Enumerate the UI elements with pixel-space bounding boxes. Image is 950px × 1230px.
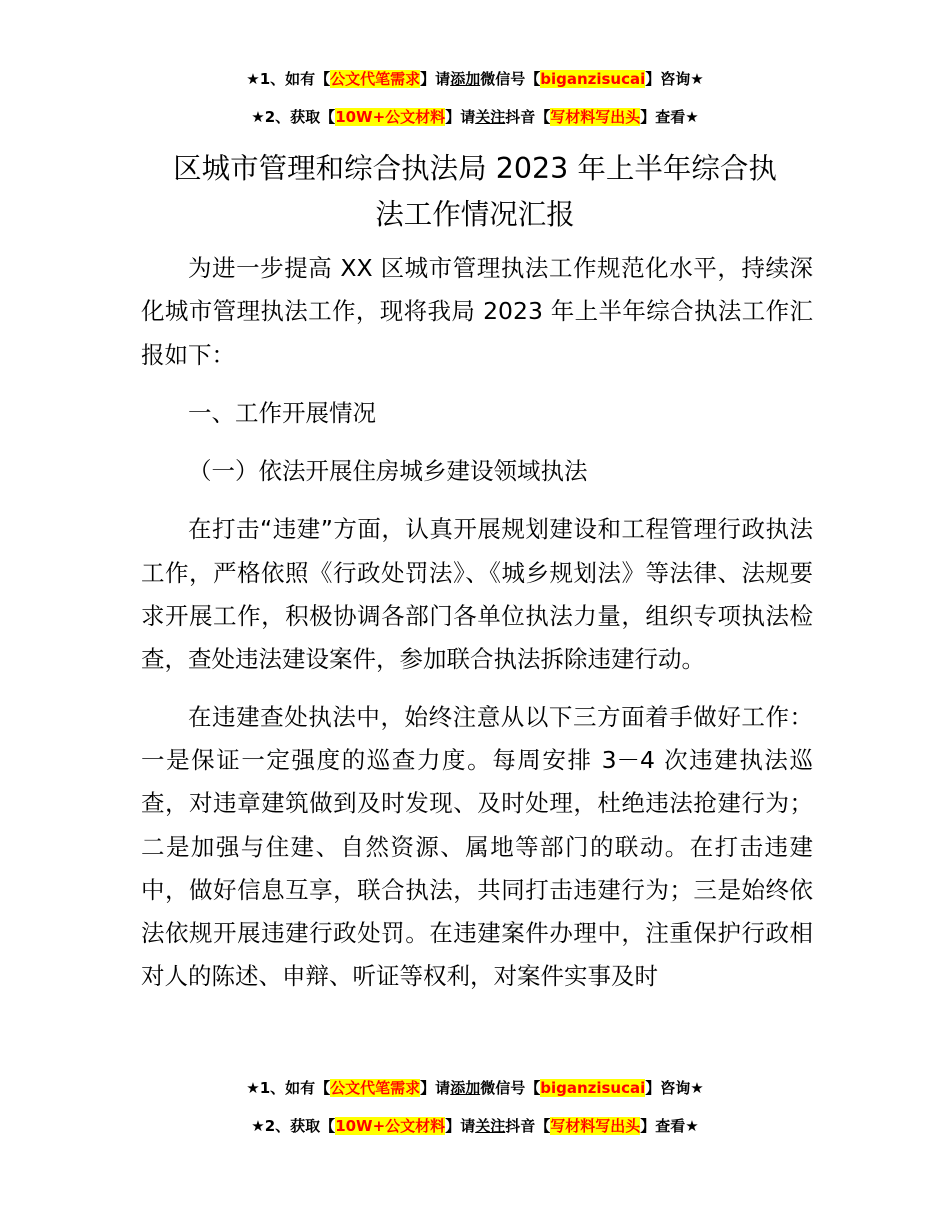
banner-text: 】查看★	[640, 1117, 699, 1135]
banner-text: 】查看★	[640, 108, 699, 126]
banner-emphasis: 添加	[450, 70, 481, 88]
title-line-2: 法工作情况汇报	[375, 198, 575, 231]
banner-highlight: 公文代笔需求	[330, 1079, 421, 1097]
banner-text: 】咨询★	[645, 1079, 704, 1097]
banner-text: ★2、获取【	[251, 1117, 336, 1135]
banner-wechat-id: biganzisucai	[540, 1079, 646, 1097]
banner-text: 微信号【	[480, 70, 541, 88]
section-heading: 一、工作开展情况	[188, 398, 376, 427]
banner-text: 微信号【	[480, 1079, 541, 1097]
banner-emphasis: 关注	[475, 1117, 506, 1135]
intro-paragraph: 为进一步提高 XX 区城市管理执法工作规范化水平，持续深化城市管理执法工作，现将我局 2023 年上半年综合执法工作汇报如下：	[141, 254, 813, 369]
banner-douyin-id: 写材料写出头	[550, 108, 641, 126]
subsection-heading: （一）依法开展住房城乡建设领域执法	[188, 457, 588, 486]
banner-emphasis: 关注	[475, 108, 506, 126]
banner-text: 抖音【	[505, 108, 551, 126]
banner-text: ★1、如有【	[246, 1079, 331, 1097]
banner-text: ★1、如有【	[246, 70, 331, 88]
bottom-banner-line-2	[0, 1115, 950, 1137]
banner-text: 】请	[420, 1079, 451, 1097]
top-banner-line-1	[0, 68, 950, 90]
body-paragraph-2: 在违建查处执法中，始终注意从以下三方面着手做好工作：一是保证一定强度的巡查力度。每周安排 3－4 次违建执法巡查，对违章建筑做到及时发现、及时处理，杜绝违法抢建行为；二是加强与住建、自然资源、属地等部门的联动。在打击违建中，做好信息互享，联合执法，共同打击违建行为；三是始终依法依规开展违建行政处罚。在违建案件办理中，注重保护行政相对人的陈述、申辩、听证等权利，对案件实事及时	[141, 702, 813, 991]
banner-douyin-id: 写材料写出头	[550, 1117, 641, 1135]
banner-text: 】请	[445, 108, 476, 126]
body-paragraph-1: 在打击“违建”方面，认真开展规划建设和工程管理行政执法工作，严格依照《行政处罚法》、《城乡规划法》等法律、法规要求开展工作，积极协调各部门各单位执法力量，组织专项执法检查，查处违法建设案件，参加联合执法拆除违建行动。	[141, 515, 813, 674]
banner-highlight: 10W+公文材料	[335, 1117, 446, 1135]
banner-text: 】咨询★	[645, 70, 704, 88]
banner-highlight: 公文代笔需求	[330, 70, 421, 88]
banner-text: ★2、获取【	[251, 108, 336, 126]
top-banner-line-2	[0, 106, 950, 128]
banner-wechat-id: biganzisucai	[540, 70, 646, 88]
bottom-banner-line-1	[0, 1077, 950, 1099]
banner-text: 】请	[420, 70, 451, 88]
banner-text: 抖音【	[505, 1117, 551, 1135]
document-title	[130, 146, 820, 238]
title-line-1: 区城市管理和综合执法局 2023 年上半年综合执	[173, 152, 777, 185]
document-body	[141, 247, 813, 999]
banner-highlight: 10W+公文材料	[335, 108, 446, 126]
banner-emphasis: 添加	[450, 1079, 481, 1097]
banner-text: 】请	[445, 1117, 476, 1135]
